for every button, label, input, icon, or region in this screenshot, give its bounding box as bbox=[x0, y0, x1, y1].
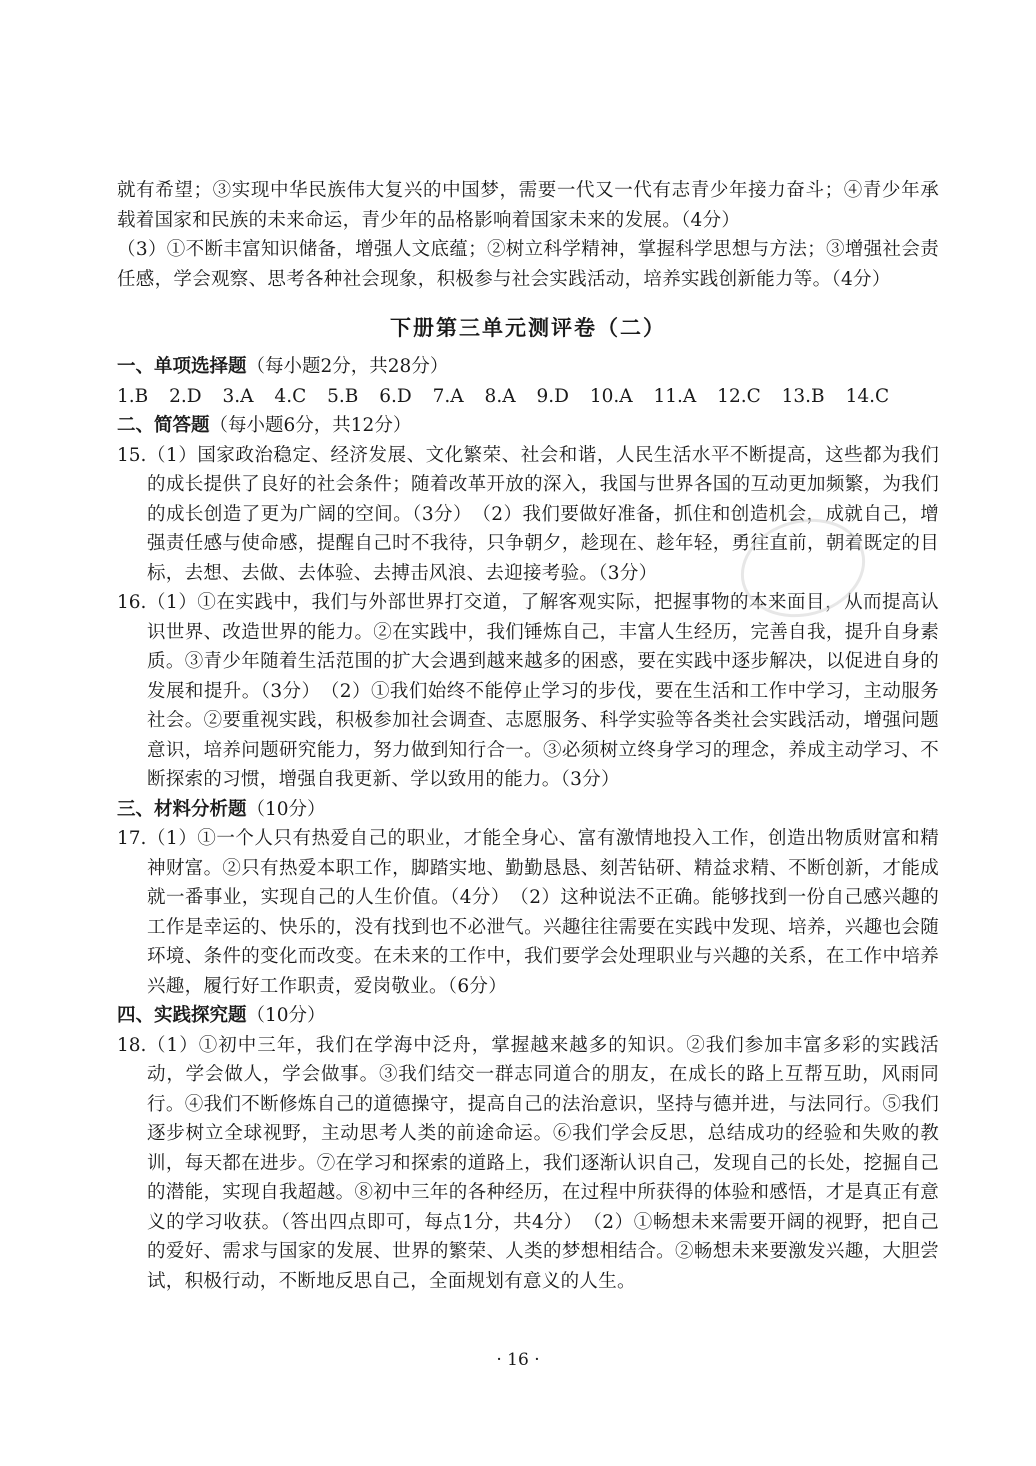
choice-answer: 8.A bbox=[484, 385, 516, 407]
choice-answer: 13.B bbox=[781, 385, 825, 407]
choice-answer: 5.B bbox=[327, 385, 359, 407]
choice-answer: 4.C bbox=[274, 385, 307, 407]
choice-answer: 7.A bbox=[432, 385, 464, 407]
question-16 bbox=[117, 588, 939, 795]
question-18 bbox=[117, 1031, 939, 1297]
section-label: 一、单项选择题 bbox=[117, 356, 247, 377]
choice-answer: 10.A bbox=[589, 385, 633, 407]
choice-answer: 3.A bbox=[222, 385, 254, 407]
choice-answer: 9.D bbox=[536, 385, 569, 407]
question-number: 18. bbox=[117, 1034, 147, 1056]
section-note: （每小题2分，共28分） bbox=[246, 356, 449, 377]
section-heading-1 bbox=[117, 352, 939, 382]
section-heading-3 bbox=[117, 795, 939, 825]
section-label: 四、实践探究题 bbox=[117, 1005, 247, 1026]
choice-answer: 2.D bbox=[169, 385, 202, 407]
question-17 bbox=[117, 824, 939, 1001]
choice-answer: 11.A bbox=[653, 385, 697, 407]
section-label: 三、材料分析题 bbox=[117, 798, 247, 820]
intro-paragraph-1: 就有希望；③实现中华民族伟大复兴的中国梦，需要一代又一代有志青少年接力奋斗；④青少年承载着国家和民族的未来命运，青少年的品格影响着国家未来的发展。（4分） bbox=[117, 180, 939, 231]
section-label: 二、简答题 bbox=[117, 415, 210, 436]
question-number: 17. bbox=[117, 828, 147, 849]
page-number: · 16 · bbox=[496, 1350, 540, 1370]
question-answer: （1）①在实践中，我们与外部世界打交道，了解客观实际，把握事物的本来面目，从而提高认识世界、改造世界的能力。②在实践中，我们锤炼自己，丰富人生经历，完善自我，提升自身素质。③青少年随着生活范围的扩大会遇到越来越多的困惑，要在实践中逐步解决，以促进自身的发展和提升。（3分） （2）①我们始终不能停止学习的步伐，要在生活和工作中学习，主动服务社会。②要重视实践，积极参加社会调查、志愿服务、科学实验等各类社会实践活动，增强问题意识，培养问题研究能力，努力做到知行合一。③必须树立终身学习的理念，养成主动学习、不断探索的习惯，增强自我更新、学以致用的能力。（3分） bbox=[147, 592, 939, 790]
question-number: 15. bbox=[117, 444, 147, 466]
section-heading-2 bbox=[117, 411, 939, 441]
page-title: 下册第三单元测评卷（二） bbox=[390, 315, 666, 340]
section-heading-4 bbox=[117, 1001, 939, 1031]
answer-page bbox=[117, 176, 939, 1296]
question-number: 16. bbox=[117, 592, 147, 613]
choice-answer: 12.C bbox=[717, 385, 761, 407]
section-note: （10分） bbox=[246, 798, 326, 820]
question-answer: （1）国家政治稳定、经济发展、文化繁荣、社会和谐，人民生活水平不断提高，这些都为我们的成长提供了良好的社会条件；随着改革开放的深入，我国与世界各国的互动更加频繁，为我们的成长创造了更为广阔的空间。（3分） （2）我们要做好准备，抓住和创造机会，成就自己，增强责任感与使命感，提醒自己时不我待，只争朝夕，趁现在、趁年轻，勇往直前，朝着既定的目标，去想、去做、去体验、去搏击风浪、去迎接考验。（3分） bbox=[147, 444, 939, 584]
choice-answers bbox=[117, 382, 939, 412]
section-note: （每小题6分，共12分） bbox=[209, 415, 412, 436]
choice-answer: 1.B bbox=[117, 385, 149, 407]
choice-answer: 14.C bbox=[845, 385, 890, 407]
section-note: （10分） bbox=[246, 1005, 326, 1026]
intro-paragraph-2: （3）①不断丰富知识储备，增强人文底蕴；②树立科学精神，掌握科学思想与方法；③增强社会责任感，学会观察、思考各种社会现象，积极参与社会实践活动，培养实践创新能力等。（4分） bbox=[117, 239, 939, 290]
question-answer: （1）①一个人只有热爱自己的职业，才能全身心、富有激情地投入工作，创造出物质财富和精神财富。②只有热爱本职工作，脚踏实地、勤勤恳恳、刻苦钻研、精益求精、不断创新，才能成就一番事业，实现自己的人生价值。（4分） （2）这种说法不正确。能够找到一份自己感兴趣的工作是幸运的、快乐的，没有找到也不必泄气。兴趣往往需要在实践中发现、培养，兴趣也会随环境、条件的变化而改变。在未来的工作中，我们要学会处理职业与兴趣的关系，在工作中培养兴趣，履行好工作职责，爱岗敬业。（6分） bbox=[147, 828, 939, 997]
choice-answer: 6.D bbox=[379, 385, 412, 407]
question-answer: （1）①初中三年，我们在学海中泛舟，掌握越来越多的知识。②我们参加丰富多彩的实践活动，学会做人，学会做事。③我们结交一群志同道合的朋友，在成长的路上互帮互助，风雨同行。④我们不断修炼自己的道德操守，提高自己的法治意识，坚持与德并进，与法同行。⑤我们逐步树立全球视野，主动思考人类的前途命运。⑥我们学会反思，总结成功的经验和失败的教训，每天都在进步。⑦在学习和探索的道路上，我们逐渐认识自己，发现自己的长处，挖掘自己的潜能，实现自我超越。⑧初中三年的各种经历，在过程中所获得的体验和感悟，才是真正有意义的学习收获。（答出四点即可，每点1分，共4分） （2）①畅想未来需要开阔的视野，把自己的爱好、需求与国家的发展、世界的繁荣、人类的梦想相结合。②畅想未来要激发兴趣，大胆尝试，积极行动，不断地反思自己，全面规划有意义的人生。 bbox=[147, 1034, 939, 1292]
